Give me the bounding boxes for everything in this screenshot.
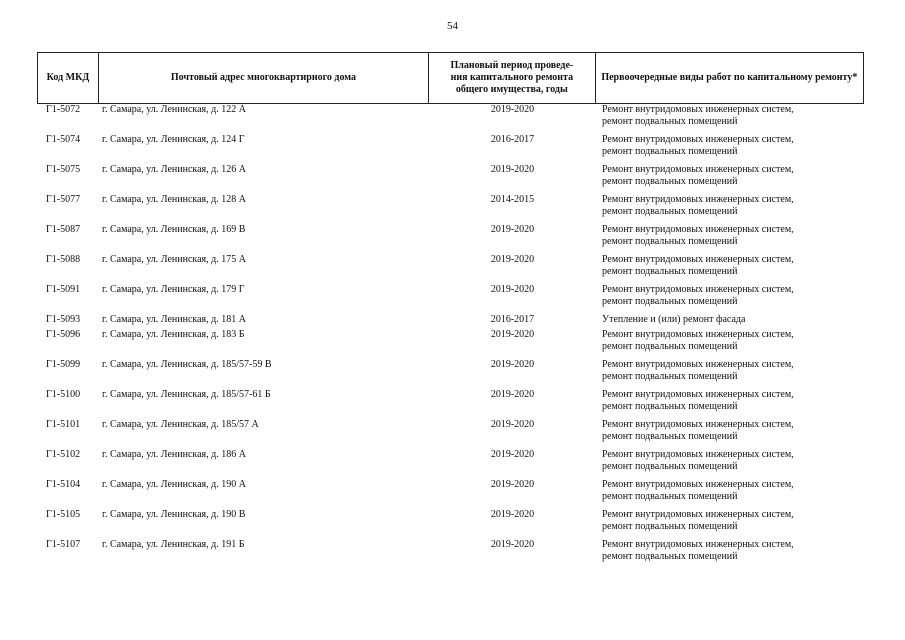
row-period: 2019-2020 <box>490 329 535 340</box>
row-code: Г1-5091 <box>46 284 81 295</box>
table-row <box>37 254 864 284</box>
header-address: Почтовый адрес многоквартирного дома <box>99 53 429 103</box>
row-works-line1: Ремонт внутридомовых инженерных систем, <box>602 449 794 460</box>
row-period: 2016-2017 <box>490 134 535 145</box>
table-row <box>37 359 864 389</box>
row-works <box>596 164 864 194</box>
row-works-line1: Ремонт внутридомовых инженерных систем, <box>602 164 794 175</box>
row-address: г. Самара, ул. Ленинская, д. 183 Б <box>102 329 245 340</box>
row-code: Г1-5099 <box>46 359 81 370</box>
row-period: 2014-2015 <box>490 194 535 205</box>
table-body <box>37 104 864 569</box>
row-works-line1: Ремонт внутридомовых инженерных систем, <box>602 284 794 295</box>
table-row <box>37 224 864 254</box>
row-period: 2019-2020 <box>490 254 535 265</box>
table-row <box>37 314 864 329</box>
table-header <box>37 52 864 104</box>
capital-repair-table <box>37 52 864 569</box>
row-address: г. Самара, ул. Ленинская, д. 186 А <box>102 449 246 460</box>
row-works <box>596 539 864 569</box>
row-address: г. Самара, ул. Ленинская, д. 124 Г <box>102 134 245 145</box>
row-works <box>596 104 864 134</box>
row-works-line2: ремонт подвальных помещений <box>602 176 738 187</box>
table-row <box>37 134 864 164</box>
table-row <box>37 329 864 359</box>
row-works-line1: Ремонт внутридомовых инженерных систем, <box>602 479 794 490</box>
row-code: Г1-5100 <box>46 389 81 400</box>
table-row <box>37 164 864 194</box>
row-code: Г1-5102 <box>46 449 81 460</box>
row-period: 2019-2020 <box>490 164 535 175</box>
row-works-line2: ремонт подвальных помещений <box>602 236 738 247</box>
row-works <box>596 359 864 389</box>
row-period: 2019-2020 <box>490 104 535 115</box>
row-works-line2: ремонт подвальных помещений <box>602 266 738 277</box>
row-code: Г1-5107 <box>46 539 81 550</box>
row-works-line1: Ремонт внутридомовых инженерных систем, <box>602 509 794 520</box>
row-works-line1: Ремонт внутридомовых инженерных систем, <box>602 539 794 550</box>
row-works <box>596 479 864 509</box>
row-works <box>596 134 864 164</box>
row-works <box>596 419 864 449</box>
row-code: Г1-5087 <box>46 224 81 235</box>
row-address: г. Самара, ул. Ленинская, д. 128 А <box>102 194 246 205</box>
row-works-line2: ремонт подвальных помещений <box>602 401 738 412</box>
row-period: 2019-2020 <box>490 509 535 520</box>
row-address: г. Самара, ул. Ленинская, д. 175 А <box>102 254 246 265</box>
row-code: Г1-5104 <box>46 479 81 490</box>
row-works-line1: Ремонт внутридомовых инженерных систем, <box>602 194 794 205</box>
row-works-line1: Утепление и (или) ремонт фасада <box>602 314 746 325</box>
row-code: Г1-5101 <box>46 419 81 430</box>
row-address: г. Самара, ул. Ленинская, д. 185/57-59 В <box>102 359 272 370</box>
table-row <box>37 389 864 419</box>
row-period: 2019-2020 <box>490 389 535 400</box>
row-code: Г1-5088 <box>46 254 81 265</box>
row-works <box>596 314 864 329</box>
table-row <box>37 284 864 314</box>
row-works-line2: ремонт подвальных помещений <box>602 521 738 532</box>
row-works-line2: ремонт подвальных помещений <box>602 371 738 382</box>
row-works-line1: Ремонт внутридомовых инженерных систем, <box>602 389 794 400</box>
table-row <box>37 479 864 509</box>
row-works-line2: ремонт подвальных помещений <box>602 341 738 352</box>
row-works-line1: Ремонт внутридомовых инженерных систем, <box>602 134 794 145</box>
header-period: Плановый период проведе- ния капитального ремонта общего имущества, годы <box>429 53 596 103</box>
row-code: Г1-5077 <box>46 194 81 205</box>
row-works-line2: ремонт подвальных помещений <box>602 296 738 307</box>
row-code: Г1-5093 <box>46 314 81 325</box>
row-address: г. Самара, ул. Ленинская, д. 185/57-61 Б <box>102 389 271 400</box>
header-works: Первоочередные виды работ по капитальному ремонту* <box>601 72 858 83</box>
table-row <box>37 104 864 134</box>
row-works-line2: ремонт подвальных помещений <box>602 206 738 217</box>
row-period: 2019-2020 <box>490 539 535 550</box>
row-period: 2019-2020 <box>490 479 535 490</box>
row-works-line2: ремонт подвальных помещений <box>602 431 738 442</box>
row-works <box>596 389 864 419</box>
table-row <box>37 539 864 569</box>
row-code: Г1-5096 <box>46 329 81 340</box>
row-works-line1: Ремонт внутридомовых инженерных систем, <box>602 254 794 265</box>
row-address: г. Самара, ул. Ленинская, д. 190 В <box>102 509 246 520</box>
row-period: 2019-2020 <box>490 224 535 235</box>
row-works <box>596 449 864 479</box>
row-period: 2019-2020 <box>490 419 535 430</box>
row-works <box>596 254 864 284</box>
table-row <box>37 419 864 449</box>
row-address: г. Самара, ул. Ленинская, д. 181 А <box>102 314 246 325</box>
row-works <box>596 194 864 224</box>
row-works-line2: ремонт подвальных помещений <box>602 116 738 127</box>
row-period: 2016-2017 <box>490 314 535 325</box>
row-works-line2: ремонт подвальных помещений <box>602 146 738 157</box>
row-works-line2: ремонт подвальных помещений <box>602 491 738 502</box>
row-works-line1: Ремонт внутридомовых инженерных систем, <box>602 419 794 430</box>
row-address: г. Самара, ул. Ленинская, д. 191 Б <box>102 539 245 550</box>
row-period: 2019-2020 <box>490 449 535 460</box>
row-works-line2: ремонт подвальных помещений <box>602 551 738 562</box>
row-works <box>596 329 864 359</box>
row-code: Г1-5075 <box>46 164 81 175</box>
row-period: 2019-2020 <box>490 284 535 295</box>
table-row <box>37 509 864 539</box>
row-address: г. Самара, ул. Ленинская, д. 179 Г <box>102 284 245 295</box>
row-works-line2: ремонт подвальных помещений <box>602 461 738 472</box>
row-address: г. Самара, ул. Ленинская, д. 169 В <box>102 224 246 235</box>
page-number: 54 <box>447 20 458 32</box>
table-row <box>37 194 864 224</box>
row-works <box>596 224 864 254</box>
row-period: 2019-2020 <box>490 359 535 370</box>
row-works <box>596 284 864 314</box>
row-works-line1: Ремонт внутридомовых инженерных систем, <box>602 329 794 340</box>
row-address: г. Самара, ул. Ленинская, д. 185/57 А <box>102 419 259 430</box>
row-code: Г1-5074 <box>46 134 81 145</box>
header-code: Код МКД <box>38 53 99 103</box>
row-address: г. Самара, ул. Ленинская, д. 190 А <box>102 479 246 490</box>
row-address: г. Самара, ул. Ленинская, д. 122 А <box>102 104 246 115</box>
row-works-line1: Ремонт внутридомовых инженерных систем, <box>602 359 794 370</box>
row-address: г. Самара, ул. Ленинская, д. 126 А <box>102 164 246 175</box>
row-code: Г1-5105 <box>46 509 81 520</box>
row-works-line1: Ремонт внутридомовых инженерных систем, <box>602 104 794 115</box>
table-row <box>37 449 864 479</box>
row-works-line1: Ремонт внутридомовых инженерных систем, <box>602 224 794 235</box>
row-works <box>596 509 864 539</box>
row-code: Г1-5072 <box>46 104 81 115</box>
